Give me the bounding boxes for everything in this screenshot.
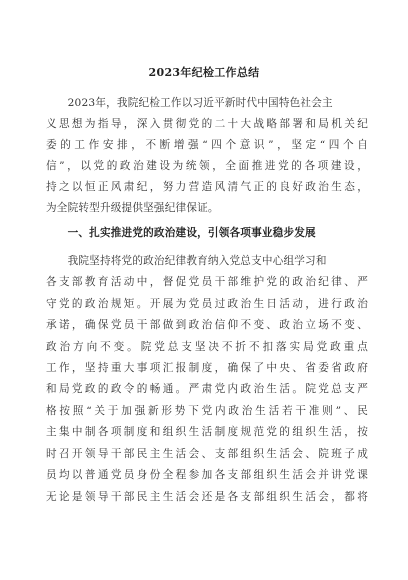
paragraph-line: 委的工作安排，不断增强“四个意识”，坚定“四个自: [46, 139, 368, 151]
paragraph-line: 各支部教育活动中，督促党员干部维护党的政治纪律、严: [46, 276, 368, 288]
paragraph-line: 员均以普通党员身份全程参加各支部组织生活会并讲党课: [46, 469, 368, 481]
paragraph-line: 时召开领导干部民主生活会、支部组织生活会、院班子成: [46, 448, 368, 460]
paragraph-line: 义思想为指导，深入贯彻党的二十大战略部署和局机关纪: [46, 118, 368, 130]
paragraph-line: 持之以恒正风肃纪，努力营造风清气正的良好政治生态，: [46, 181, 368, 193]
paragraph-line: 2023年，我院纪检工作以习近平新时代中国特色社会主: [46, 97, 333, 109]
paragraph-line: 承诺，确保党员干部做到政治信仰不变、政治立场不变、: [46, 319, 368, 331]
section-heading: 一、扎实推进党的政治建设，引领各项事业稳步发展: [46, 227, 316, 239]
paragraph-line: 为全院转型升级提供坚强纪律保证。: [46, 202, 219, 214]
document-title: 2023年纪检工作总结: [148, 66, 260, 79]
paragraph-line: 我院坚持将党的政治纪律教育纳入党总支中心组学习和: [46, 255, 327, 267]
paragraph-line: 和局党政的政令的畅通。严肃党内政治生活。院党总支严: [46, 383, 368, 395]
paragraph-line: 无论是领导干部民主生活会还是各支部组织生活会，都将: [46, 491, 368, 503]
paragraph-line: 信”，以党的政治建设为统领，全面推进党的各项建设，: [46, 160, 368, 172]
paragraph-line: 守党的政治规矩。开展为党员过政治生日活动，进行政治: [46, 298, 368, 310]
paragraph-line: 主集中制各项制度和组织生活制度规范党的组织生活，按: [46, 426, 368, 438]
paragraph-line: 格按照“关于加强新形势下党内政治生活若干准则”、民: [46, 405, 368, 417]
paragraph-line: 工作，坚持重大事项汇报制度，确保了中央、省委省政府: [46, 362, 368, 374]
paragraph-line: 政治方向不变。院党总支坚决不折不扣落实局党政重点: [46, 341, 368, 353]
